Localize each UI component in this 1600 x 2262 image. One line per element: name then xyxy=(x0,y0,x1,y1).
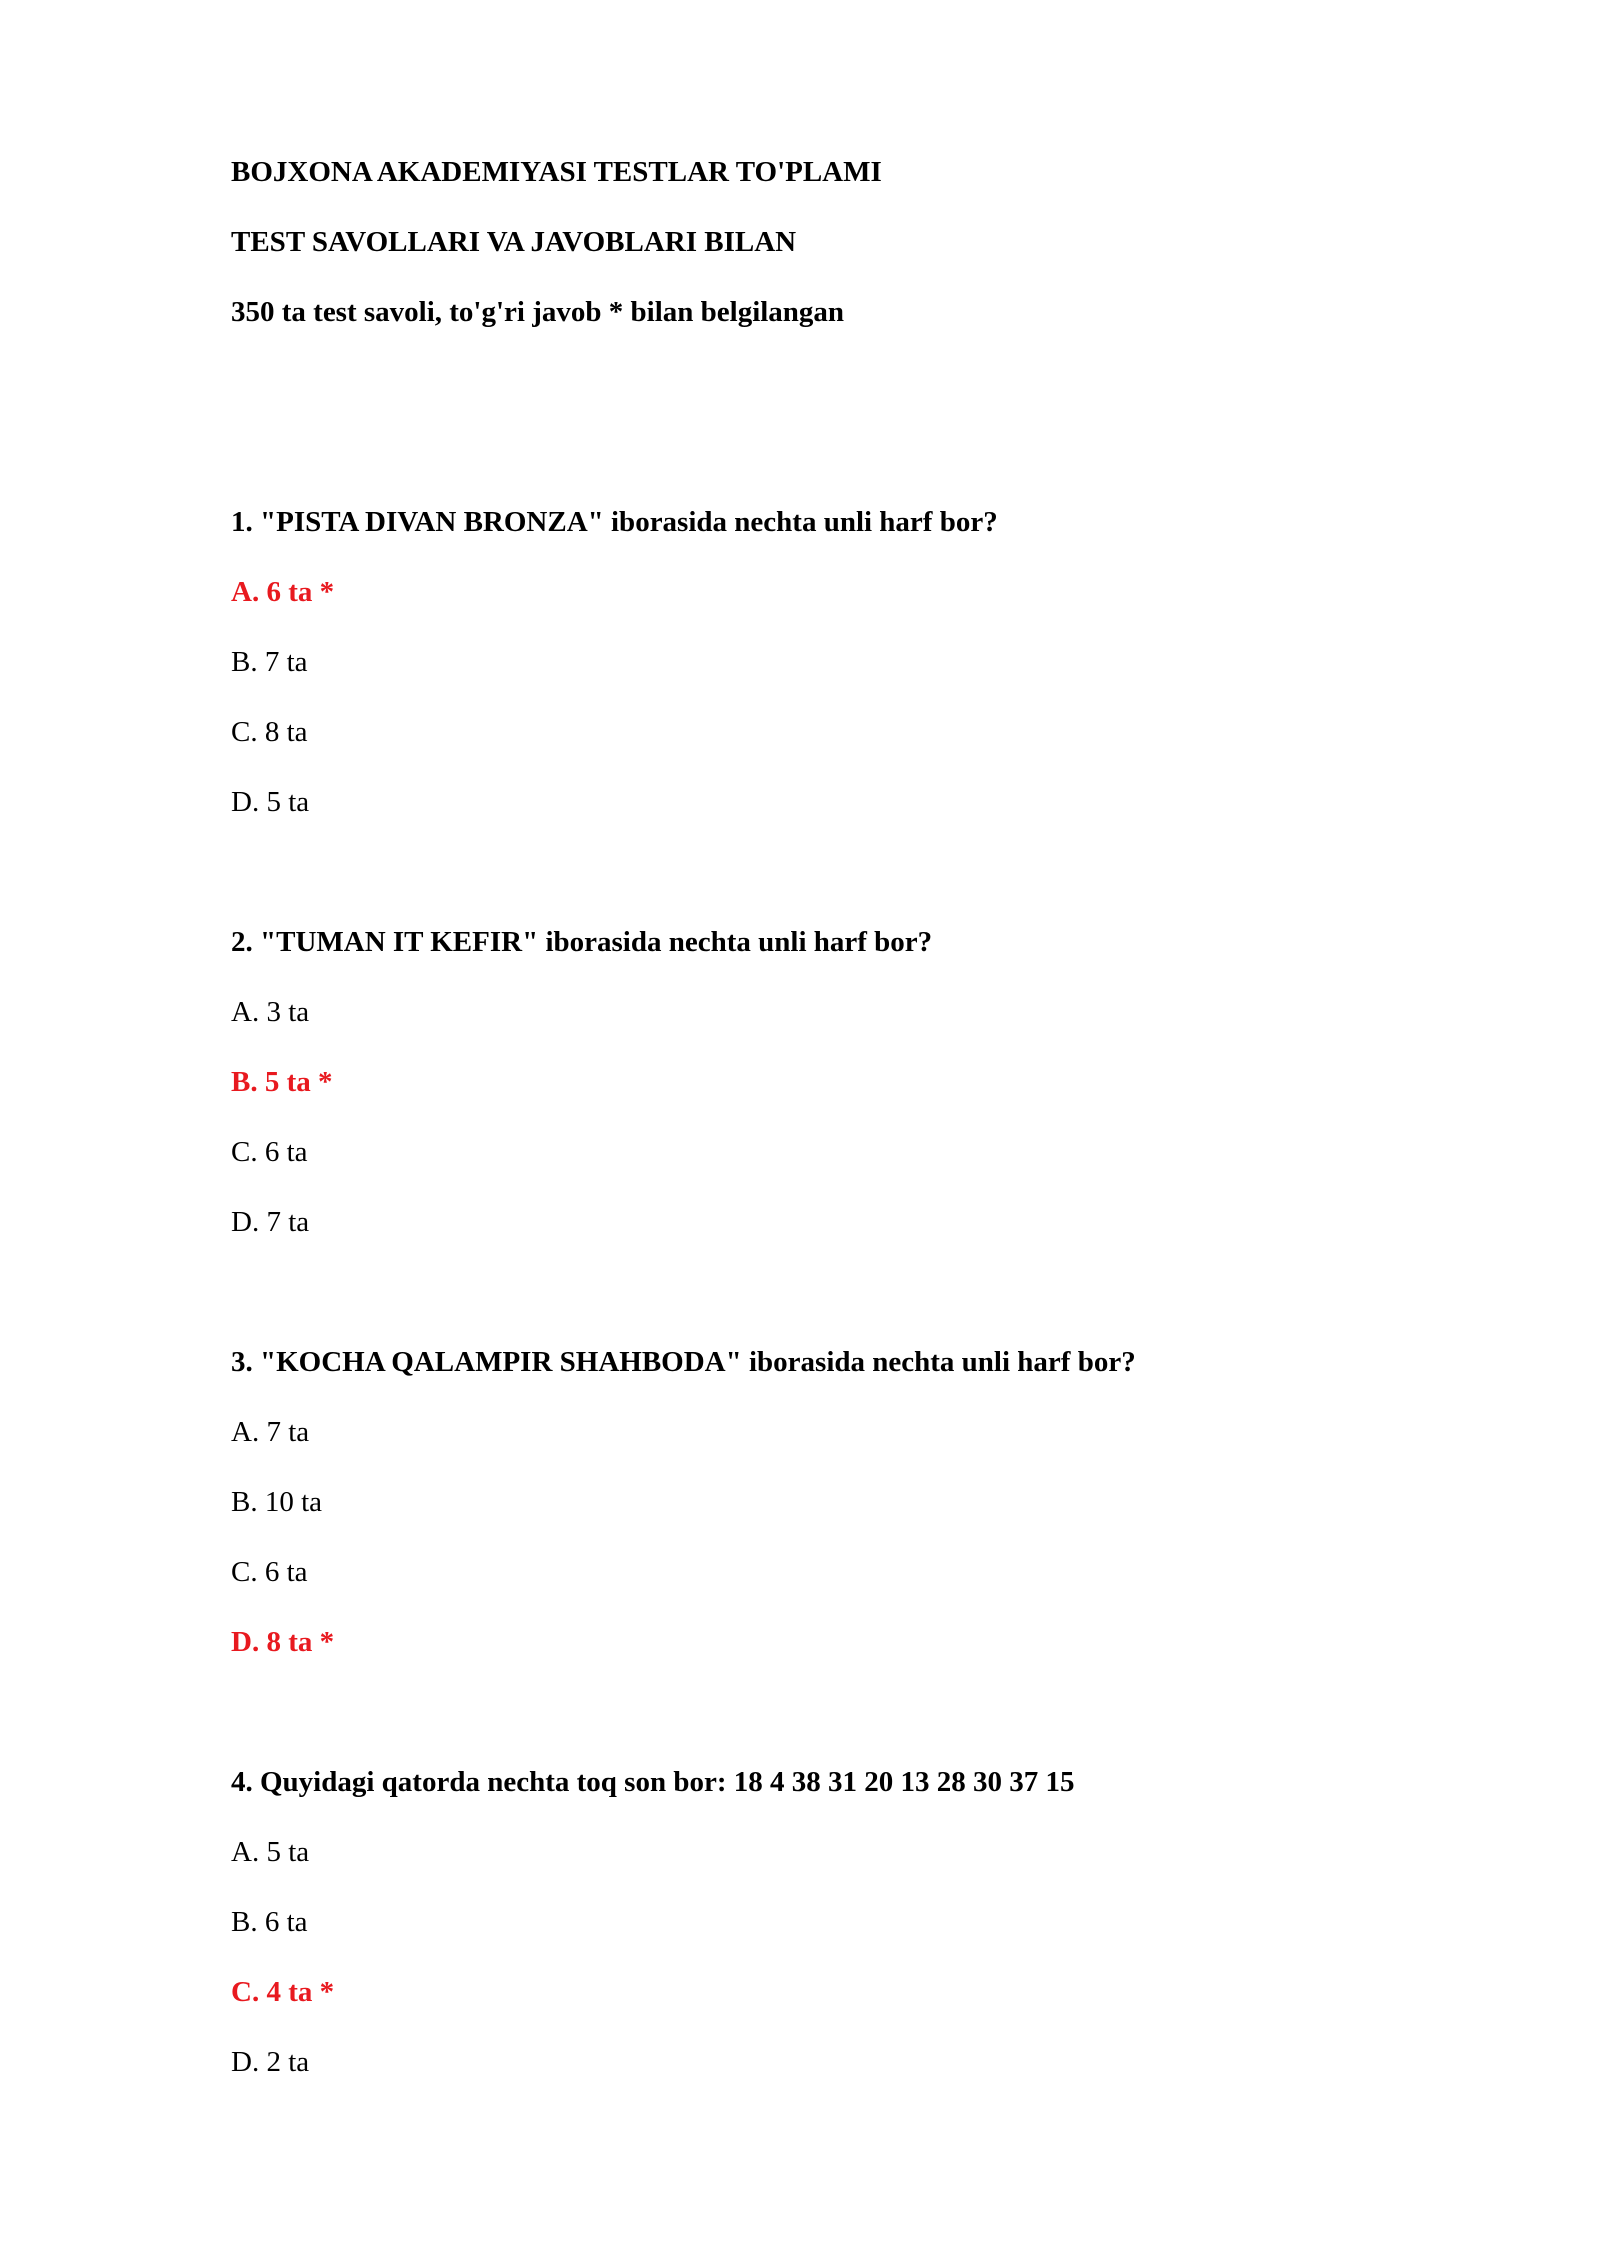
answer-option: B. 7 ta xyxy=(231,646,308,678)
answer-option-correct: A. 6 ta * xyxy=(231,576,335,608)
answer-option: D. 2 ta xyxy=(231,2046,310,2078)
answer-option: C. 6 ta xyxy=(231,1136,308,1168)
answer-option-correct: B. 5 ta * xyxy=(231,1066,333,1098)
answer-option: D. 5 ta xyxy=(231,786,310,818)
answer-option: B. 6 ta xyxy=(231,1906,308,1938)
answer-option: B. 10 ta xyxy=(231,1486,323,1518)
answer-option-correct: D. 8 ta * xyxy=(231,1626,335,1658)
document-title: BOJXONA AKADEMIYASI TESTLAR TO'PLAMI xyxy=(231,156,882,188)
question-text: 2. "TUMAN IT KEFIR" iborasida nechta unli harf bor? xyxy=(231,926,933,958)
question-text: 3. "KOCHA QALAMPIR SHAHBODA" iborasida nechta unli harf bor? xyxy=(231,1346,1136,1378)
answer-option: A. 3 ta xyxy=(231,996,310,1028)
answer-option: C. 6 ta xyxy=(231,1556,308,1588)
question-text: 4. Quyidagi qatorda nechta toq son bor: 18 4 38 31 20 13 28 30 37 15 xyxy=(231,1766,1075,1798)
document-note: 350 ta test savoli, to'g'ri javob * bilan belgilangan xyxy=(231,296,845,328)
answer-option-correct: C. 4 ta * xyxy=(231,1976,335,2008)
document-subtitle: TEST SAVOLLARI VA JAVOBLARI BILAN xyxy=(231,226,797,258)
question-text: 1. "PISTA DIVAN BRONZA" iborasida nechta unli harf bor? xyxy=(231,506,998,538)
answer-option: A. 5 ta xyxy=(231,1836,310,1868)
answer-option: A. 7 ta xyxy=(231,1416,310,1448)
answer-option: D. 7 ta xyxy=(231,1206,310,1238)
answer-option: C. 8 ta xyxy=(231,716,308,748)
